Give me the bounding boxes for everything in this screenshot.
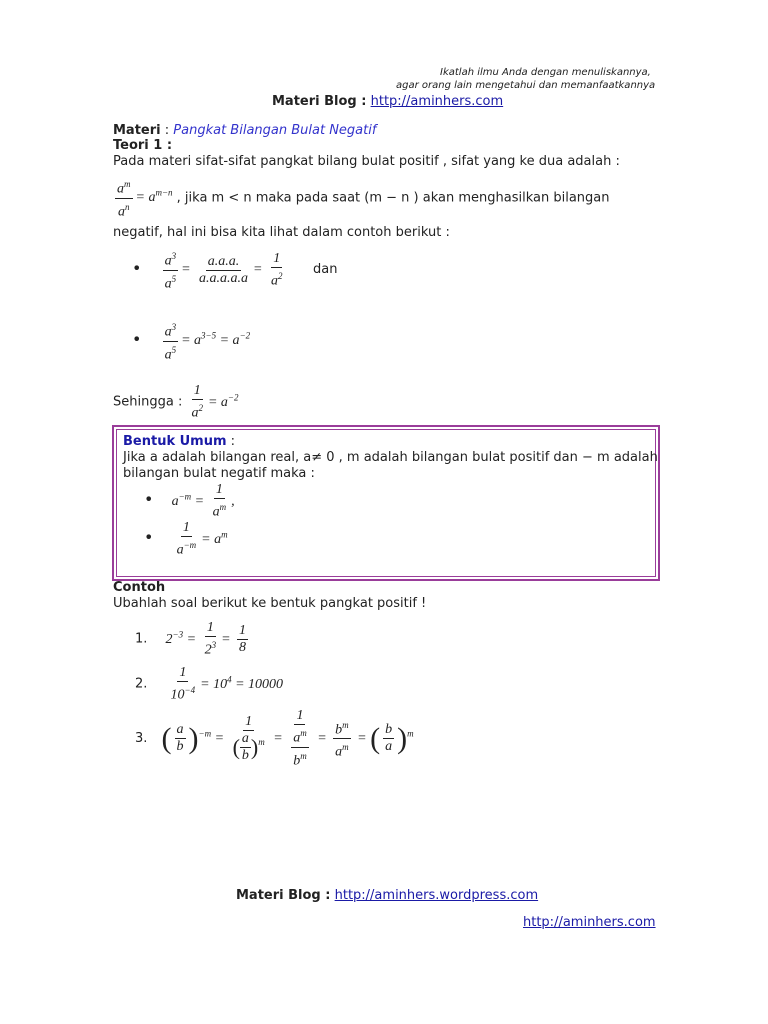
sehingga-line: Sehingga : $\frac{1}{a^2}$ = $a^{-2}$: [113, 383, 239, 421]
header-quote-line1: Ikatlah ilmu Anda dengan menuliskannya,: [440, 67, 651, 78]
contoh-item-2: 2. $\frac{1}{10^{-4}}$ = $10^4 = 10000$: [135, 665, 284, 703]
bentuk-umum-line1: Jika a adalah bilangan real, a≠ 0 , m adalah bilangan bulat positif dan − m adalah: [123, 450, 658, 465]
contoh-title: Contoh: [113, 580, 166, 595]
contoh-number-2: 2.: [135, 676, 148, 692]
materi-title: Pangkat Bilangan Bulat Negatif: [173, 123, 377, 138]
footer-blog-label: Materi Blog :: [236, 888, 331, 903]
footer-site-link[interactable]: http://aminhers.com: [523, 915, 656, 930]
bentuk-umum-title-line: [123, 434, 235, 449]
footer-blog-link[interactable]: http://aminhers.wordpress.com: [334, 888, 539, 903]
bentuk-umum-line2: bilangan bulat negatif maka :: [123, 466, 315, 481]
contoh-number-3: 3.: [135, 730, 148, 746]
header-blog-label: Materi Blog :: [272, 94, 367, 109]
intro-line2: negatif, hal ini bisa kita lihat dalam contoh berikut :: [113, 225, 450, 240]
rule-bullet-2: • $\frac{1}{a^{-m}}$ = $a^m$: [144, 520, 228, 558]
footer-blog: [236, 888, 538, 903]
materi-line: [113, 123, 376, 138]
contoh-item-3: 3. ( $\frac{a}{b}$ )$^{-m}$ = 1 ( $\frac{a}{b}$ )$^m$ = $\frac{1}{\frac{a^m}{b^m}}$ = $\frac{b^m}{a^m}$ = ( $\frac{b}{a}$ )$^m$: [135, 708, 414, 769]
header-blog-link[interactable]: http://aminhers.com: [370, 94, 504, 109]
header-quote-line2: agar orang lain mengetahui dan memanfaatkannya: [396, 80, 656, 91]
materi-label: Materi: [113, 123, 161, 138]
footer-site: [523, 915, 656, 930]
contoh-number-1: 1.: [135, 631, 148, 647]
sehingga-label: Sehingga :: [113, 394, 183, 410]
dan-text: dan: [312, 262, 338, 278]
rule-bullet-1: • $a^{-m}$ = $\frac{1}{a^m}$ ,: [144, 482, 235, 520]
formula-tail: , jika m < n maka pada saat (m − n ) akan menghasilkan bilangan: [176, 190, 610, 206]
contoh-item-1: 1. $2^{-3}$ = $\frac{1}{2^3}$ = $\frac{1}{8}$: [135, 620, 247, 658]
bentuk-umum-sep: :: [230, 434, 236, 449]
materi-sep: :: [164, 123, 170, 138]
intro-line1: Pada materi sifat-sifat pangkat bilang bulat positif , sifat yang ke dua adalah :: [113, 154, 620, 169]
formula-quotient-rule: $\frac{a^m}{a^n}$ = $a^{m-n}$ , jika m < n maka pada saat (m − n ) akan menghasilkan bilangan: [112, 176, 610, 220]
teori-label: Teori 1 :: [113, 138, 173, 153]
bentuk-umum-title: Bentuk Umum: [123, 434, 227, 449]
header-blog: [272, 94, 503, 109]
example-bullet-2: • $\frac{a^3}{a^5}$ = $a^{3-5} = a^{-2}$: [132, 319, 250, 363]
example-bullet-1: • $\frac{a^3}{a^5}$ = $\frac{a.a.a.}{a.a.a.a.a}$ = $\frac{1}{a^2}$ dan: [132, 248, 337, 292]
contoh-instruction: Ubahlah soal berikut ke bentuk pangkat positif !: [113, 596, 427, 611]
